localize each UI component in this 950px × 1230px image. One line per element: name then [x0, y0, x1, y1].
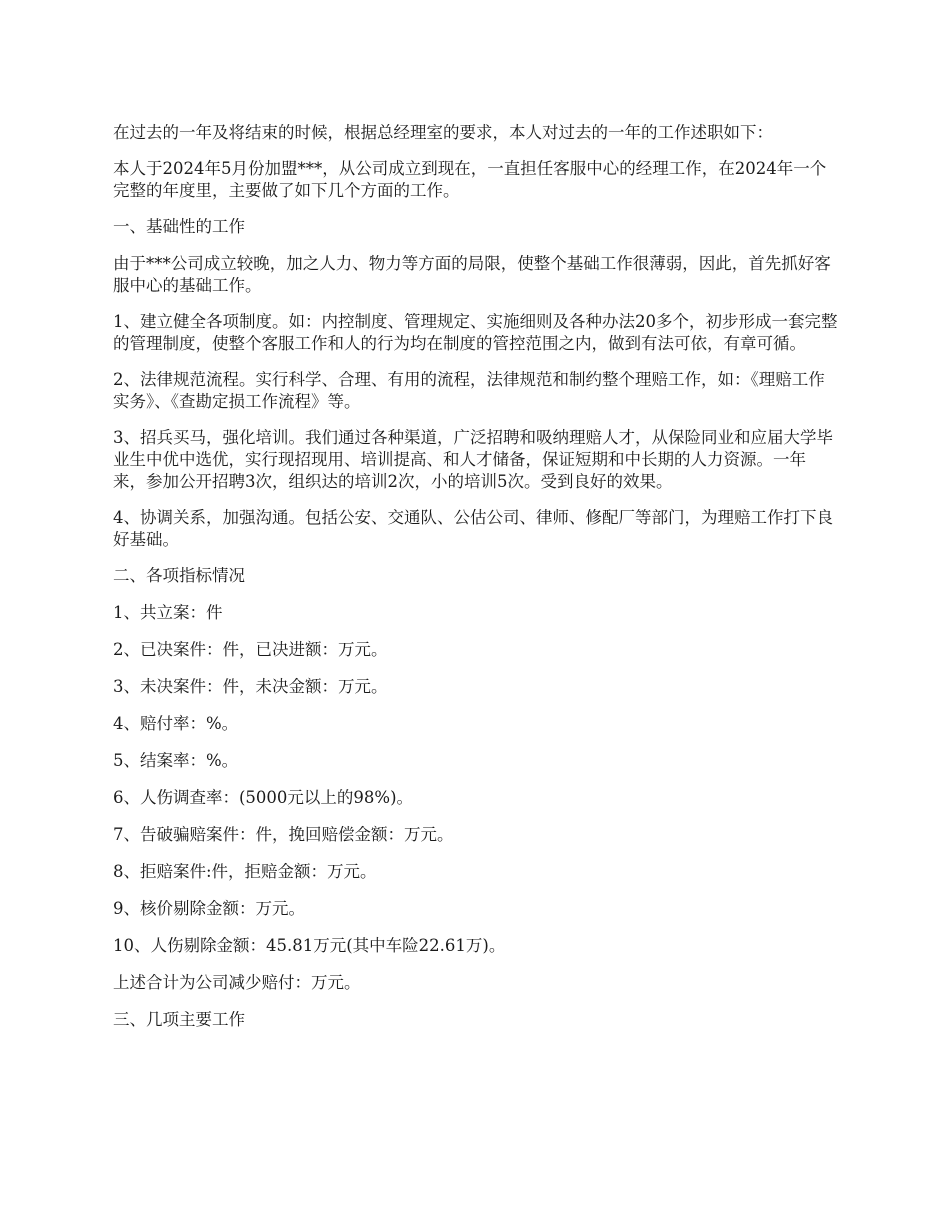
metric-item-6: 6、人伤调查率：(5000元以上的98%)。: [113, 788, 414, 807]
paragraph-item-1: 1、建立健全各项制度。如：内控制度、管理规定、实施细则及各种办法20多个，初步形成一套完整的管理制度，使整个客服工作和人的行为均在制度的管控范围之内，做到有法可依，有章可循。: [113, 312, 838, 353]
metric-item-8: 8、拒赔案件:件，拒赔金额：万元。: [113, 862, 377, 881]
paragraph-item-3: 3、招兵买马，强化培训。我们通过各种渠道，广泛招聘和吸纳理赔人才，从保险同业和应届大学毕业生中优中选优，实行现招现用、培训提高、和人才储备，保证短期和中长期的人力资源。一年来，参加公开招聘3次，组织达的培训2次，小的培训5次。受到良好的效果。: [113, 428, 833, 491]
metric-item-7: 7、告破骗赔案件：件，挽回赔偿金额：万元。: [113, 825, 454, 844]
paragraph-item-2: 2、法律规范流程。实行科学、合理、有用的流程，法律规范和制约整个理赔工作，如：《理赔工作实务》、《查勘定损工作流程》等。: [113, 370, 825, 411]
paragraph-item-4: 4、协调关系，加强沟通。包括公安、交通队、公估公司、律师、修配厂等部门，为理赔工作打下良好基础。: [113, 508, 833, 549]
metric-item-2: 2、已决案件：件，已决进额：万元。: [113, 640, 388, 659]
metric-item-9: 9、核价剔除金额：万元。: [113, 899, 305, 918]
section-heading-2: 二、各项指标情况: [113, 566, 245, 585]
paragraph-intro: 在过去的一年及将结束的时候，根据总经理室的要求，本人对过去的一年的工作述职如下：: [113, 123, 773, 142]
paragraph-background: 本人于2024年5月份加盟***，从公司成立到现在，一直担任客服中心的经理工作，在2024年一个完整的年度里，主要做了如下几个方面的工作。: [113, 159, 827, 200]
metric-item-3: 3、未决案件：件，未决金额：万元。: [113, 677, 388, 696]
metric-item-4: 4、赔付率：%。: [113, 714, 239, 733]
section-heading-1: 一、基础性的工作: [113, 217, 245, 236]
metric-item-1: 1、共立案：件: [113, 603, 223, 622]
metric-item-5: 5、结案率：%。: [113, 751, 239, 770]
metric-total: 上述合计为公司减少赔付：万元。: [113, 973, 361, 992]
metric-item-10: 10、人伤剔除金额：45.81万元(其中车险22.61万)。: [113, 936, 506, 955]
section-heading-3: 三、几项主要工作: [113, 1010, 245, 1029]
document-body: [113, 122, 838, 1046]
paragraph-section-1-intro: 由于***公司成立较晚，加之人力、物力等方面的局限，使整个基础工作很薄弱，因此，首先抓好客服中心的基础工作。: [113, 254, 831, 295]
